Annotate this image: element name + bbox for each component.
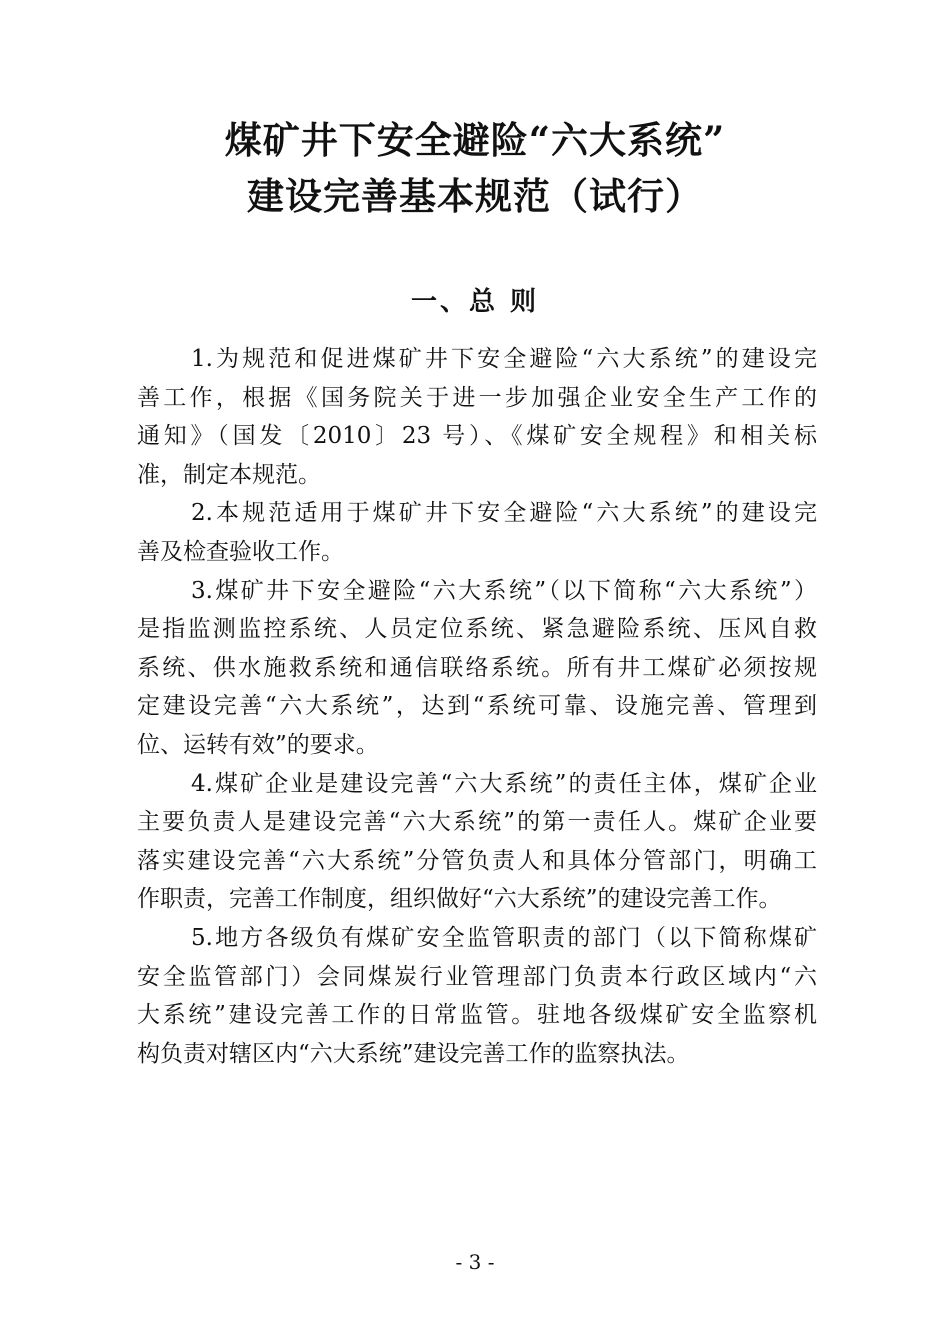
paragraph-line: 5.地方各级负有煤矿安全监管职责的部门（以下简称煤矿 [191, 924, 817, 951]
paragraph-line: 1.为规范和促进煤矿井下安全避险“六大系统”的建设完 [191, 346, 817, 372]
paragraph-line: 善工作，根据《国务院关于进一步加强企业安全生产工作的 [137, 384, 817, 411]
paragraph-line: 作职责，完善工作制度，组织做好“六大系统”的建设完善工作。 [137, 886, 782, 913]
paragraph-line: 4.煤矿企业是建设完善“六大系统”的责任主体，煤矿企业 [191, 770, 817, 797]
paragraph-line: 主要负责人是建设完善“六大系统”的第一责任人。煤矿企业要 [137, 809, 817, 836]
paragraph-line: 准，制定本规范。 [137, 461, 321, 488]
paragraph-4 [137, 765, 817, 919]
paragraph-line: 3.煤矿井下安全避险“六大系统”（以下简称“六大系统”） [191, 577, 817, 604]
title-line-2: 建设完善基本规范（试行） [247, 174, 703, 218]
paragraph-line: 构负责对辖区内“六大系统”建设完善工作的监察执法。 [137, 1040, 690, 1067]
section-heading: 一、总 则 [410, 287, 540, 317]
title-line-1: 煤矿井下安全避险“六大系统” [224, 118, 726, 162]
paragraph-line: 善及检查验收工作。 [137, 538, 344, 565]
paragraph-line: 落实建设完善“六大系统”分管负责人和具体分管部门，明确工 [137, 847, 817, 874]
document-body [137, 340, 817, 1073]
paragraph-3 [137, 572, 817, 765]
paragraph-line: 定建设完善“六大系统”，达到“系统可靠、设施完善、管理到 [137, 693, 817, 720]
paragraph-line: 安全监管部门）会同煤炭行业管理部门负责本行政区域内“六 [137, 963, 817, 990]
paragraph-line: 通知》（国发〔2010〕23 号）、《煤矿安全规程》和相关标 [137, 423, 817, 450]
paragraph-line: 是指监测监控系统、人员定位系统、紧急避险系统、压风自救 [137, 616, 817, 643]
page-number: - 3 - [455, 1250, 495, 1274]
paragraph-line: 大系统”建设完善工作的日常监管。驻地各级煤矿安全监察机 [137, 1002, 817, 1029]
document-title [0, 112, 950, 224]
paragraph-line: 位、运转有效”的要求。 [137, 731, 379, 758]
paragraph-5 [137, 919, 817, 1073]
paragraph-line: 系统、供水施救系统和通信联络系统。所有井工煤矿必须按规 [137, 654, 817, 681]
paragraph-line: 2.本规范适用于煤矿井下安全避险“六大系统”的建设完 [191, 500, 817, 527]
paragraph-2 [137, 494, 817, 571]
paragraph-1 [137, 340, 817, 494]
